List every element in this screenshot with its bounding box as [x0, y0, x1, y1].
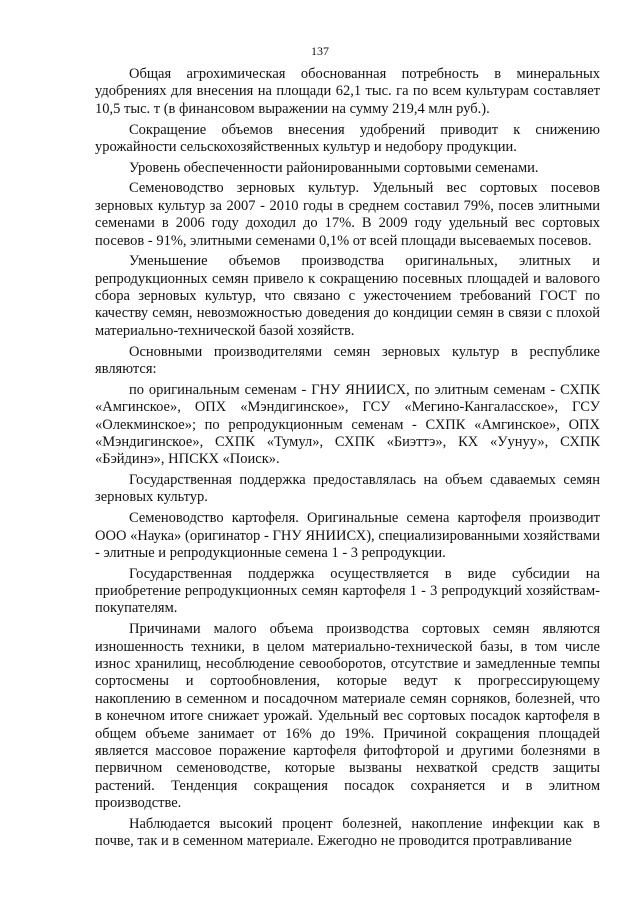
paragraph-state-support-grain: Государственная поддержка предоставлялась на объем сдаваемых семян зерновых культур. — [95, 472, 600, 506]
paragraph-grain-seed-production: Семеноводство зерновых культур. Удельный вес сортовых посевов зерновых культур за 2007 - 2010 годы в среднем составил 79%, посев элитными семенами в 2006 году доходил до 17%. В 2009 году удельный вес сортовых посевов - 91%, элитными семенами 0,1% от всей площади высеваемых посевов. — [95, 180, 600, 249]
page-number: 137 — [311, 44, 329, 58]
body-text — [95, 66, 600, 854]
paragraph-potato-seed-production: Семеноводство картофеля. Оригинальные семена картофеля производит ООО «Наука» (оригинатор - ГНУ ЯНИИСХ), специализированными хозяйствами - элитные и репродукционные семена 1 - 3 репродукции. — [95, 510, 600, 561]
paragraph-state-support-potato: Государственная поддержка осуществляется в виде субсидии на приобретение репродукционных семян картофеля 1 - 3 репродукций хозяйствам-покупателям. — [95, 565, 600, 617]
paragraph-disease-percentage: Наблюдается высокий процент болезней, накопление инфекции как в почве, так и в семенном материале. Ежегодно не проводится протравливание — [95, 815, 600, 850]
paragraph-production-decrease: Уменьшение объемов производства оригинальных, элитных и репродукционных семян привело к сокращению посевных площадей и валового сбора зерновых культур, что связано с ужесточением требований ГОСТ по качеству семян, невозможностью доведения до кондиции семян в связи с плохой материально-технической базой хозяйств. — [95, 253, 600, 339]
paragraph-fertilizer-need: Общая агрохимическая обоснованная потребность в минеральных удобрениях для внесения на площади 62,1 тыс. га по всем культурам составляет 10,5 тыс. т (в финансовом выражении на сумму 219,4 млн руб.). — [95, 66, 600, 117]
paragraph-low-production-reasons: Причинами малого объема производства сортовых семян являются изношенность техники, в целом материально-технической базы, в том числе износ хранилищ, несоблюдение севооборотов, отсутствие и замедленные темпы сортосмены и сортообновления, которые ведут к прогрессирующему накоплению в семенном и посадочном материале семян сорняков, болезней, что в конечном итоге снижает урожай. Удельный вес сортовых посадок картофеля в общем объеме занимает от 16% до 19%. Причиной сокращения площадей является массовое поражение картофеля фитофторой и другими болезнями в первичном семеноводстве, которые вызваны нехваткой средств защиты растений. Тенденция сокращения посадок сохраняется и в элитном производстве. — [95, 621, 600, 812]
paragraph-seed-provision-heading: Уровень обеспеченности районированными сортовыми семенами. — [129, 159, 539, 176]
paragraph-producers-list: по оригинальным семенам - ГНУ ЯНИИСХ, по элитным семенам - СХПК «Амгинское», ОПХ «Мэндигинское», ГСУ «Мегино-Кангаласское», ГСУ «Олекминское»; по репродукционным семенам - СХПК «Амгинское», ОПХ «Мэндигинское», СХПК «Тумул», СХПК «Биэттэ», КХ «Уунуу», СХПК «Бэйдинэ», НПСКХ «Поиск». — [95, 381, 600, 468]
paragraph-fertilizer-reduction: Сокращение объемов внесения удобрений приводит к снижению урожайности сельскохозяйственных культур и недобору продукции. — [95, 121, 600, 155]
paragraph-main-producers: Основными производителями семян зерновых культур в республике являются: — [95, 343, 600, 377]
